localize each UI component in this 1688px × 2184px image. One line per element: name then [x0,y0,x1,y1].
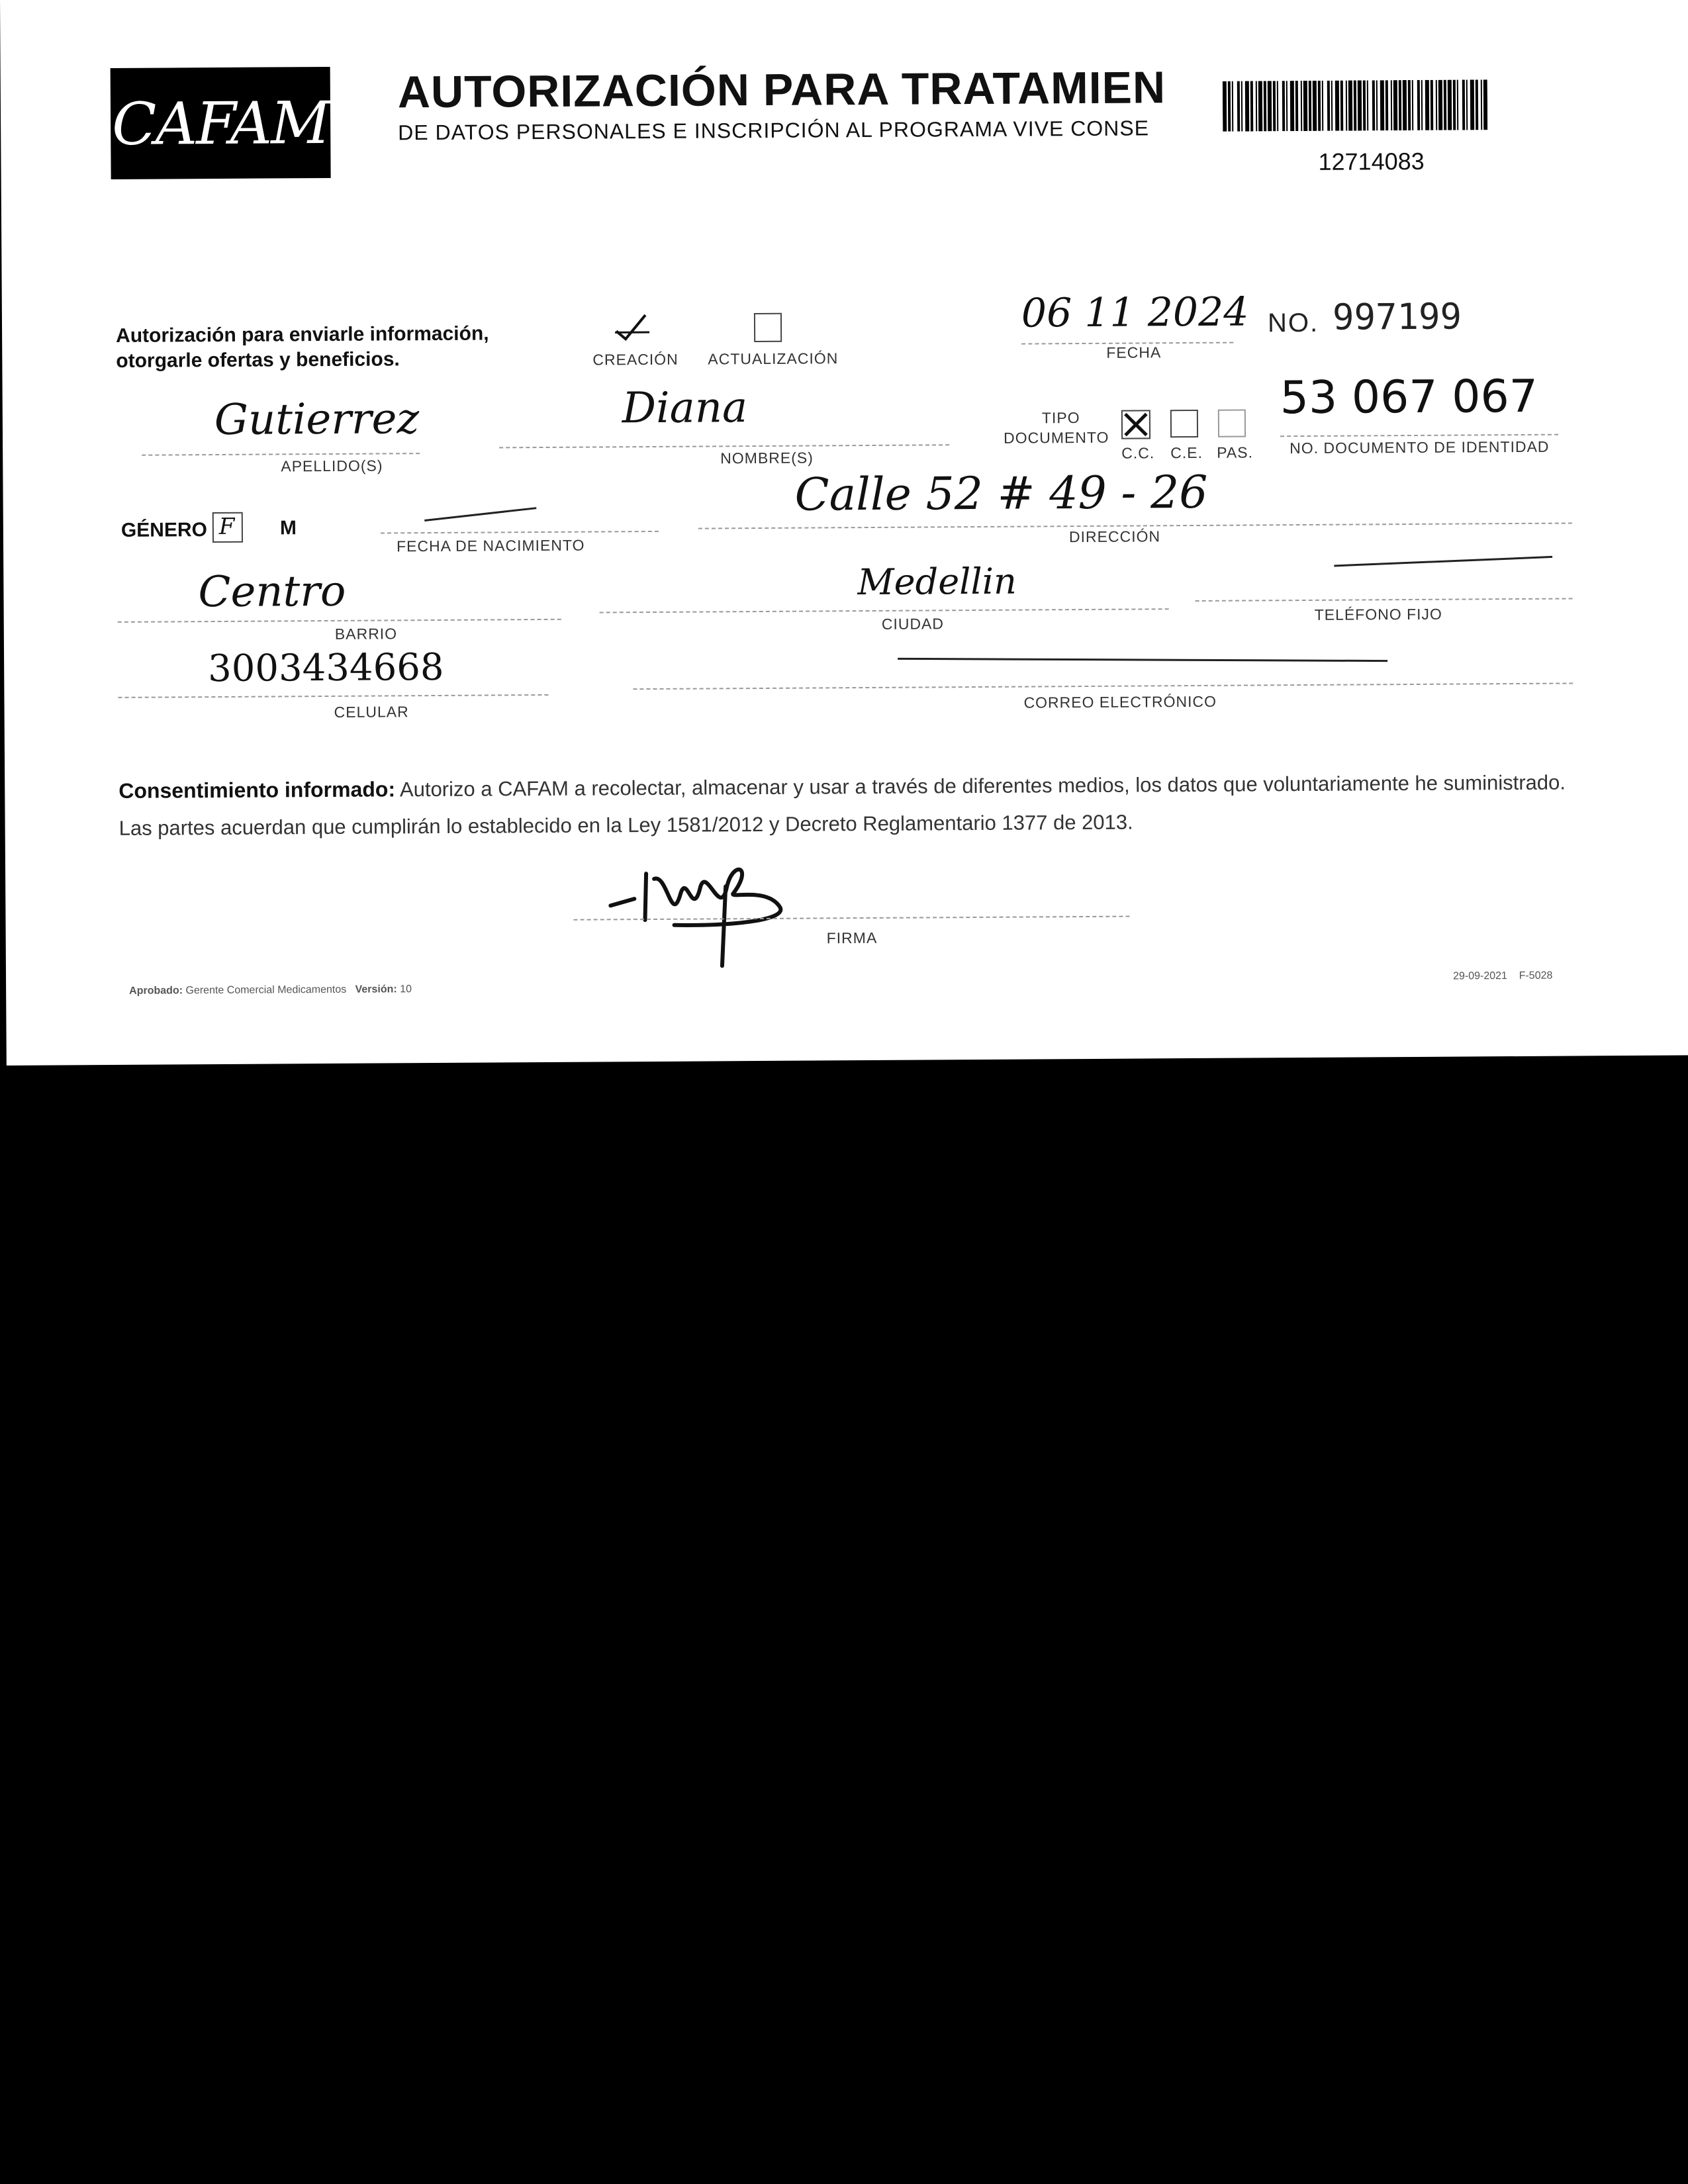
fecha-nacimiento-label: FECHA DE NACIMIENTO [396,536,585,555]
fecha-value[interactable]: 06 11 2024 [1021,289,1249,337]
signature-icon [608,846,833,973]
apellidos-label: APELLIDO(S) [281,457,383,475]
documento-value[interactable]: 53 067 067 [1280,370,1538,425]
aprobado-label: Aprobado: [129,985,183,997]
genero-f-label: F [218,513,235,540]
creacion-checkbox[interactable] [618,314,647,344]
fecha-label: FECHA [1106,343,1162,361]
cafam-logo [111,67,331,179]
version-label: Versión: [355,983,397,995]
firma-label: FIRMA [826,929,878,947]
form-code: F-5028 [1519,970,1553,982]
barrio-value[interactable]: Centro [198,567,346,617]
barcode-icon [1223,79,1487,131]
genero-label: GÉNERO [120,519,208,541]
logo-text: CAFAM [111,88,330,158]
ce-label: C.E. [1170,443,1203,462]
check-mark-icon [614,312,651,341]
consent-heading: Consentimiento informado: [118,777,396,803]
pas-checkbox[interactable] [1218,410,1246,437]
ciudad-label: CIUDAD [881,615,945,633]
pas-label: PAS. [1217,443,1254,461]
tipo-documento-label-2: DOCUMENTO [1003,428,1109,447]
actualizacion-checkbox[interactable] [754,313,782,342]
genero-f-checkbox[interactable] [212,512,243,543]
nombres-value[interactable]: Diana [622,383,748,433]
form-subtitle: DE DATOS PERSONALES E INSCRIPCIÓN AL PROGRAMA VIVE CONSE [398,116,1150,145]
tipo-documento-label-1: TIPO [1041,409,1080,427]
consent-text-1: Autorizo a CAFAM a recolectar, almacenar y usar a través de diferentes medios, los datos que voluntariamente he suministrado. [399,770,1566,801]
nombres-label: NOMBRE(S) [720,449,814,467]
cc-checkbox[interactable] [1121,410,1150,439]
aprobado-value: Gerente Comercial Medicamentos [185,983,347,997]
genero-m-label: M [279,517,297,539]
date-code: 29-09-2021 [1453,970,1507,982]
intro-line-2: otorgarle ofertas y beneficios. [116,348,400,372]
creacion-label: CREACIÓN [592,350,679,369]
ce-checkbox[interactable] [1170,410,1198,437]
documento-label: NO. DOCUMENTO DE IDENTIDAD [1289,437,1550,457]
apellidos-value[interactable]: Gutierrez [214,394,420,445]
x-mark-icon [1123,411,1149,437]
actualizacion-label: ACTUALIZACIÓN [708,349,839,368]
correo-label: CORREO ELECTRÓNICO [1023,692,1217,711]
no-label: NO. [1267,308,1319,338]
barcode-number: 12714083 [1318,147,1425,175]
celular-value[interactable]: 3003434668 [207,645,444,691]
ciudad-value[interactable]: Medellin [857,560,1017,604]
barrio-label: BARRIO [334,625,398,643]
consent-block [118,763,1589,847]
footer-codes [1453,970,1552,983]
form-sheet [0,0,1688,1066]
direccion-value[interactable]: Calle 52 # 49 - 26 [794,466,1208,522]
footer-aprobado [129,983,412,997]
consent-text-2: Las partes acuerdan que cumplirán lo establecido en la Ley 1581/2012 y Decreto Reglamentario 1377 de 2013. [118,810,1133,840]
form-number: 997199 [1332,295,1462,338]
cc-label: C.C. [1121,444,1155,462]
version-value: 10 [400,983,412,995]
intro-line-1: Autorización para enviarle información, [116,322,489,347]
direccion-label: DIRECCIÓN [1068,527,1161,546]
celular-label: CELULAR [334,703,409,721]
telefono-label: TELÉFONO FIJO [1314,605,1442,623]
form-title: AUTORIZACIÓN PARA TRATAMIEN [397,62,1166,118]
